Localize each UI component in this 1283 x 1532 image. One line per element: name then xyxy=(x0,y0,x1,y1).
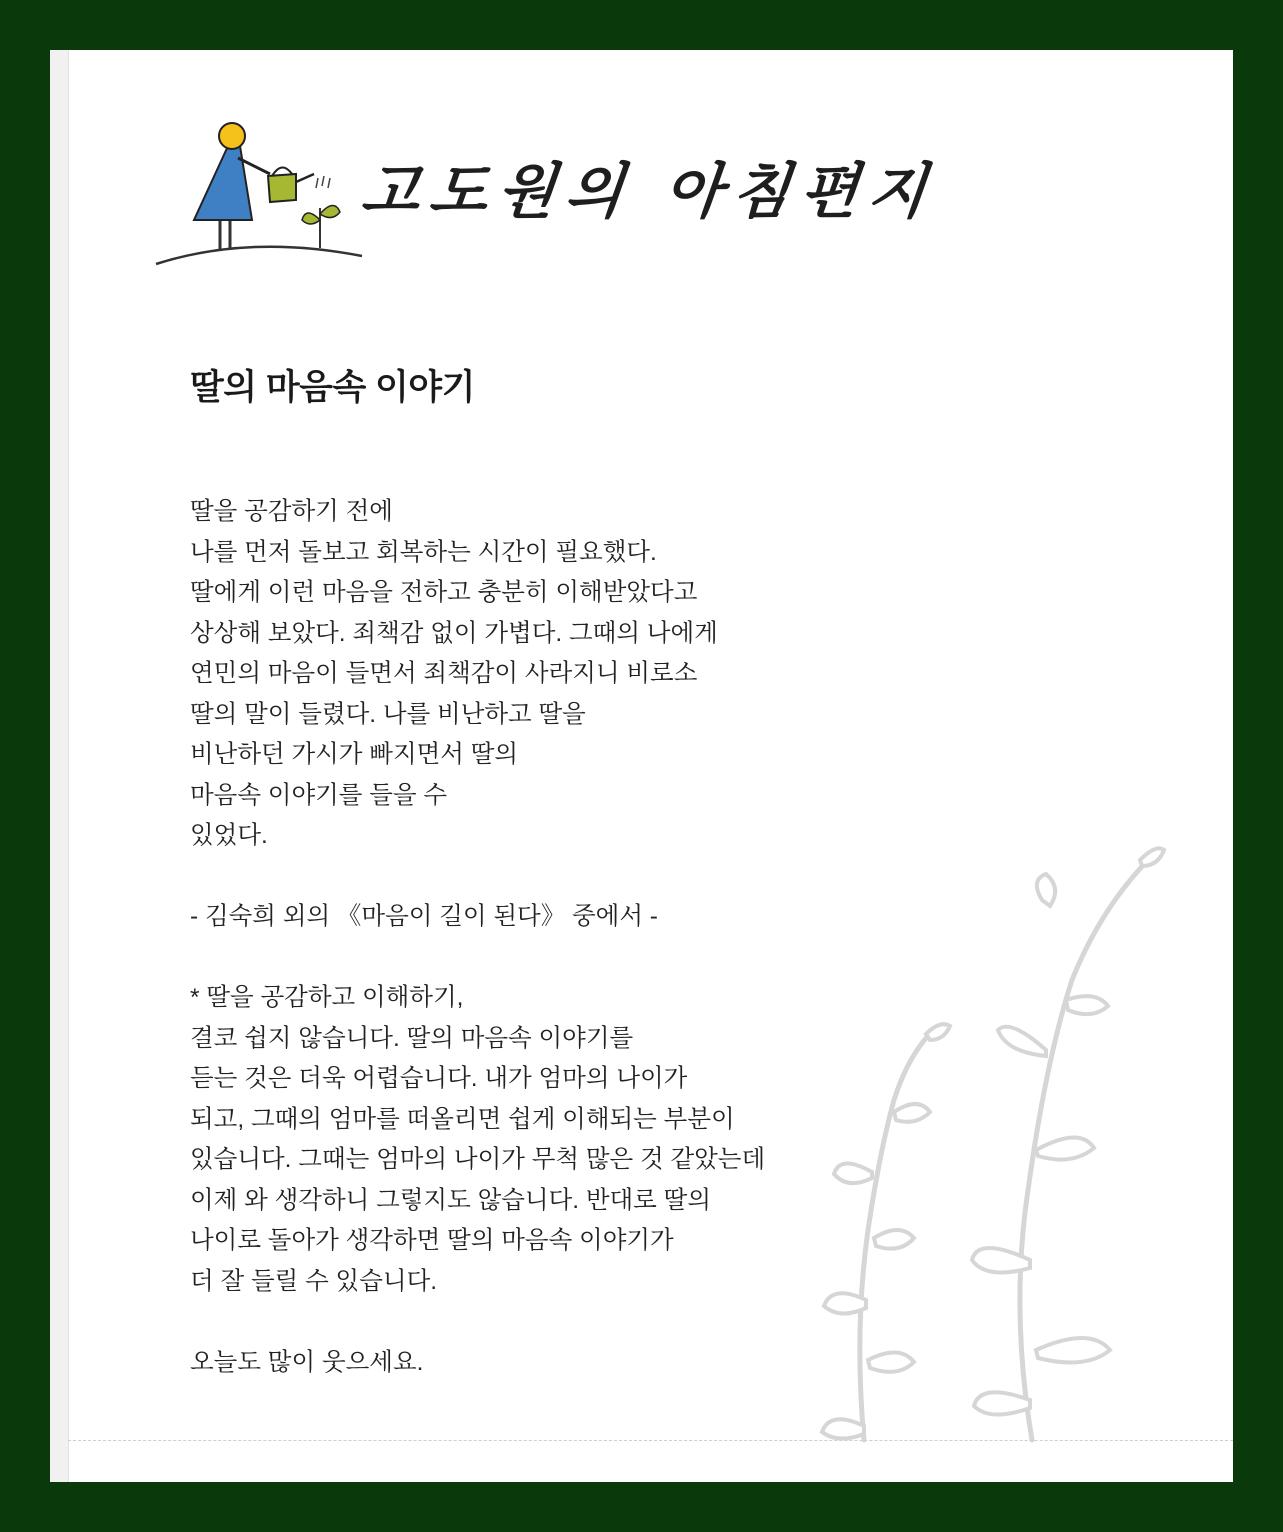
commentary-line: 더 잘 들릴 수 있습니다. xyxy=(190,1267,438,1295)
body-line: 나를 먼저 돌보고 회복하는 시간이 필요했다. xyxy=(190,538,657,566)
body-line: 비난하던 가시가 빠지면서 딸의 xyxy=(190,741,519,768)
body-line: 상상해 보았다. 죄책감 없이 가볍다. 그때의 나에게 xyxy=(190,619,718,647)
body-line: 연민의 마음이 들면서 죄책감이 사라지니 비로소 xyxy=(190,660,698,687)
article-title: 딸의 마음속 이야기 xyxy=(190,368,475,407)
article-body xyxy=(190,492,910,1383)
closing-line: 오늘도 많이 웃으세요. xyxy=(190,1348,424,1376)
woman-watering-sprout-icon xyxy=(150,116,370,276)
letter-page xyxy=(50,50,1233,1482)
body-line: 마음속 이야기를 들을 수 xyxy=(190,781,448,809)
left-margin-rule xyxy=(50,50,69,1482)
body-line: 딸의 말이 들렸다. 나를 비난하고 딸을 xyxy=(190,700,586,728)
blank-line xyxy=(190,938,910,979)
blank-line xyxy=(190,857,910,898)
site-logo[interactable] xyxy=(150,116,940,276)
commentary-line: * 딸을 공감하고 이해하기, xyxy=(190,984,464,1011)
body-line: 딸에게 이런 마음을 전하고 충분히 이해받았다고 xyxy=(190,579,698,606)
source-citation: - 김숙희 외의 《마음이 길이 된다》 중에서 - xyxy=(190,903,658,930)
blank-line xyxy=(190,1302,910,1343)
commentary-line: 결코 쉽지 않습니다. 딸의 마음속 이야기를 xyxy=(190,1024,634,1052)
commentary-line: 있습니다. 그때는 엄마의 나이가 무척 많은 것 같았는데 xyxy=(190,1146,766,1173)
commentary-line: 이제 와 생각하니 그렇지도 않습니다. 반대로 딸의 xyxy=(190,1186,711,1214)
commentary-line: 되고, 그때의 엄마를 떠올리면 쉽게 이해되는 부분이 xyxy=(190,1105,735,1133)
section-divider xyxy=(68,1440,1233,1441)
commentary-line: 나이로 돌아가 생각하면 딸의 마음속 이야기가 xyxy=(190,1227,674,1254)
body-line: 있었다. xyxy=(190,822,268,849)
article xyxy=(190,364,910,1383)
logo-title: 고도원의 아침편지 xyxy=(357,157,940,227)
body-line: 딸을 공감하기 전에 xyxy=(190,498,393,525)
commentary-line: 듣는 것은 더욱 어렵습니다. 내가 엄마의 나이가 xyxy=(190,1065,688,1092)
